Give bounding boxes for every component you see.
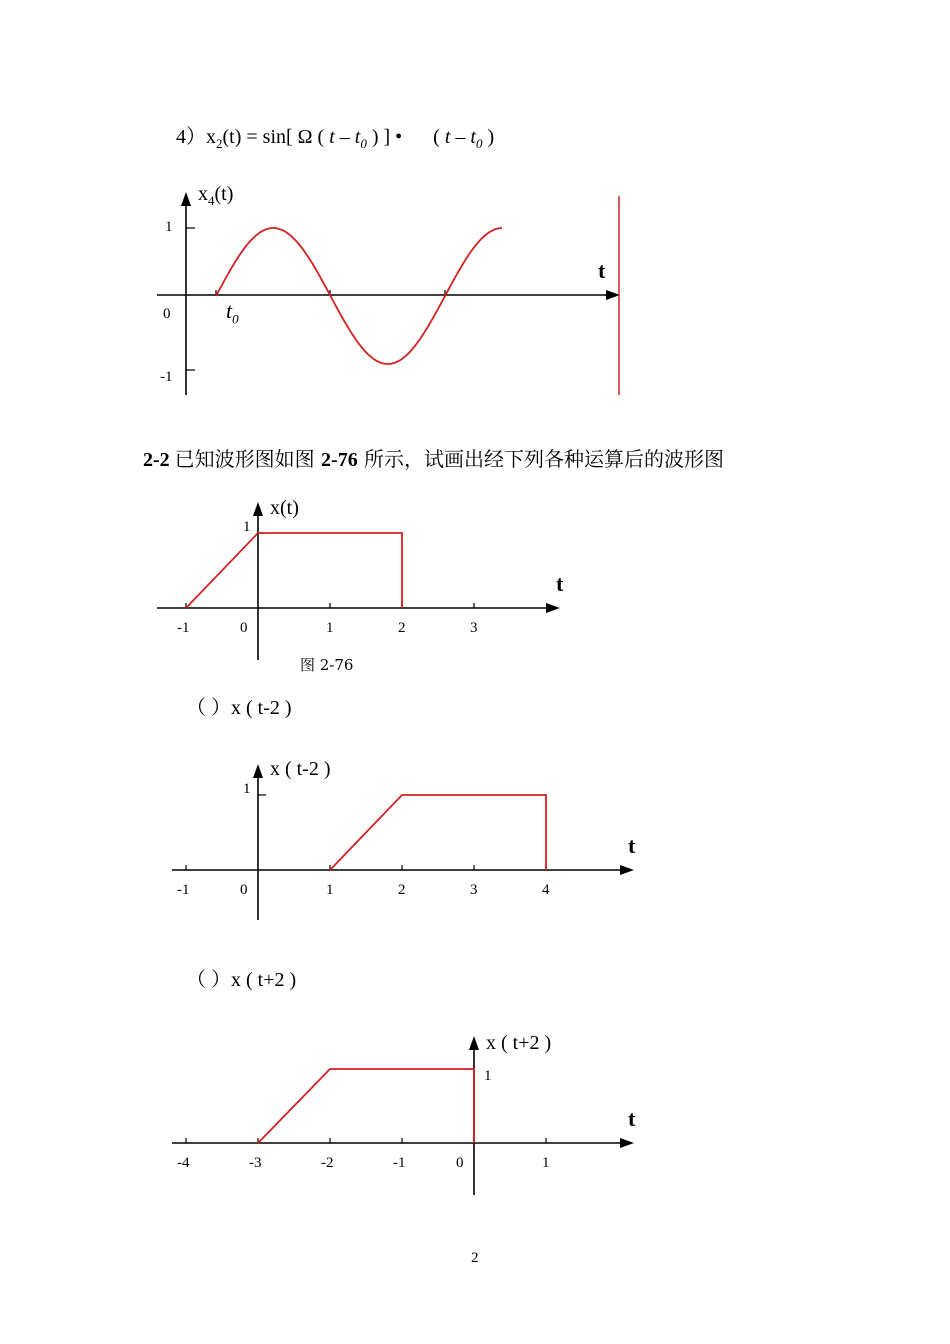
fig2-xtick-label-1: 0	[240, 620, 248, 636]
fig1-ytick-label-1: 1	[165, 219, 173, 235]
formula-close1: ) ] •	[366, 126, 403, 148]
fig4-ylabel: x ( t+2 )	[486, 1032, 552, 1054]
formula-t0a: t	[354, 126, 361, 148]
formula-t2: t	[444, 126, 451, 148]
formula-t0a-sub: 0	[360, 136, 367, 151]
part2-label: （ ）x ( t+2 )	[186, 969, 297, 991]
fig3-xtick-label-0: -1	[177, 882, 190, 898]
fig4-ytick-label-1: 1	[484, 1068, 492, 1084]
fig3-ytick-label-1: 1	[243, 781, 251, 797]
problem-text-b: 所示，试画出经下列各种运算后的波形图	[357, 447, 725, 471]
fig1-ylabel-tail: (t)	[214, 183, 234, 205]
formula-open2: (	[433, 126, 445, 148]
formula-t0b: t	[470, 126, 476, 148]
fig3-xtick-label-4: 3	[470, 882, 478, 898]
fig4-xtick-label-5: 1	[542, 1155, 550, 1171]
formula-t0b-sub: 0	[475, 136, 483, 151]
fig1-ylabel-x: x	[198, 183, 208, 205]
fig4-xtick-label-2: -2	[321, 1155, 334, 1171]
fig3-xtick-label-5: 4	[542, 882, 550, 898]
fig1-t0-sub: 0	[232, 311, 239, 327]
fig3-xtick-label-3: 2	[398, 882, 406, 898]
fig2-xlabel: t	[556, 571, 564, 596]
fig4-waveform	[258, 1069, 474, 1143]
fig1-ylabel-sub: 4	[208, 193, 215, 208]
problem-number: 2-2	[143, 449, 170, 471]
fig4-xlabel: t	[628, 1106, 636, 1131]
fig1-t0: t	[226, 298, 233, 323]
fig4-xtick-label-4: 0	[456, 1155, 464, 1171]
fig2-ytick-label-1: 1	[243, 519, 251, 535]
problem-text-a: 已知波形图如图	[174, 447, 322, 471]
fig4-y-arrow	[469, 1036, 479, 1050]
fig2-xtick-label-2: 1	[326, 620, 334, 636]
page-number: 2	[471, 1250, 479, 1266]
fig2-caption: 图 2-76	[300, 656, 354, 674]
fig2-xtick-label-0: -1	[177, 620, 190, 636]
fig2-xtick-label-4: 3	[470, 620, 478, 636]
fig3-ylabel: x ( t-2 )	[270, 758, 331, 780]
part1-label: （ ）x ( t-2 )	[186, 697, 292, 719]
formula-mid: (t) = sin[ Ω (	[222, 126, 330, 148]
formula-sub: 2	[216, 136, 223, 151]
fig4-xtick-label-0: -4	[177, 1155, 190, 1171]
formula-close2: )	[482, 126, 495, 148]
fig1-xlabel: t	[598, 258, 606, 283]
fig4-xtick-label-3: -1	[393, 1155, 406, 1171]
fig1-ytick-label-neg1: -1	[160, 369, 173, 385]
formula-t1: t	[329, 126, 335, 148]
problem-fig-ref: 2-76	[321, 449, 358, 471]
formula-minus1: –	[334, 126, 355, 148]
fig1-origin-label: 0	[163, 306, 171, 322]
fig3-xtick-label-2: 1	[326, 882, 334, 898]
fig4-x-arrow	[620, 1138, 634, 1148]
fig2-ylabel: x(t)	[270, 497, 299, 519]
fig3-xtick-label-1: 0	[240, 882, 248, 898]
fig3-xlabel: t	[628, 833, 636, 858]
fig2-xtick-label-3: 2	[398, 620, 406, 636]
fig4-xtick-label-1: -3	[249, 1155, 262, 1171]
formula-minus2: –	[450, 126, 471, 148]
formula-prefix: 4）x	[176, 126, 216, 148]
